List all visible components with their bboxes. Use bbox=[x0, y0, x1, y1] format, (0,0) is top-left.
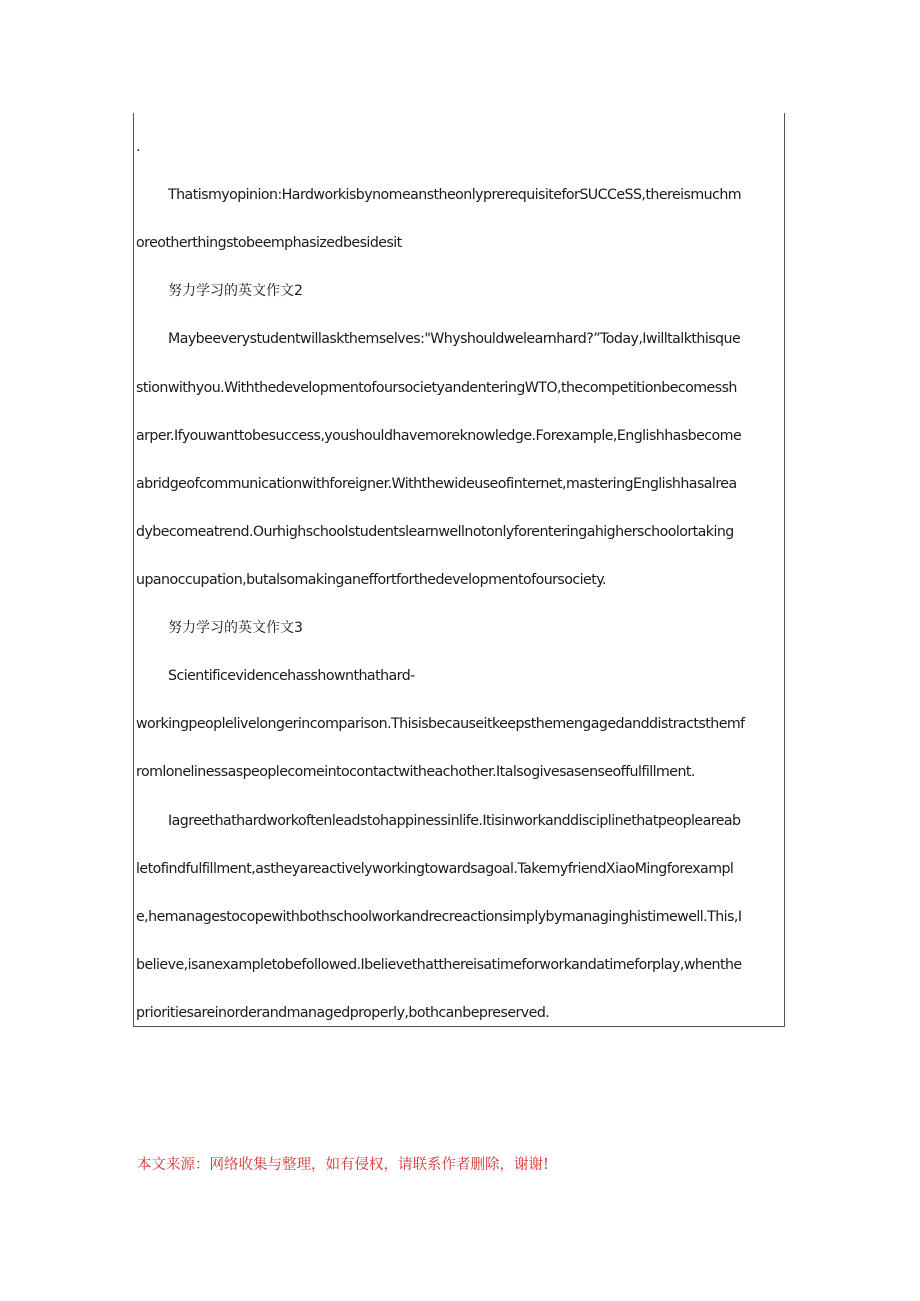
text-line: letofindfulfillment,astheyareactivelyworkingtowardsagoal.TakemyfriendXiaoMingforexampl bbox=[136, 861, 734, 877]
section-heading: 努力学习的英文作文2 bbox=[168, 283, 303, 299]
text-line: Maybeeverystudentwillaskthemselves:"Whyshouldwelearnhard?”Today,Iwilltalkthisque bbox=[168, 331, 741, 347]
text-line: Thatismyopinion:HardworkisbynomeanstheonlyprerequisiteforSUCCeSS,thereismuchm bbox=[168, 187, 742, 203]
text-line: romlonelinessaspeoplecomeintocontactwitheachother.Italsogivesasenseoffulfillment. bbox=[136, 764, 695, 780]
section-heading: 努力学习的英文作文3 bbox=[168, 620, 303, 636]
text-line: Scientificevidencehasshownthathard- bbox=[168, 668, 415, 684]
source-note: 本文来源：网络收集与整理，如有侵权，请联系作者删除，谢谢! bbox=[137, 1157, 549, 1173]
text-line: workingpeoplelivelongerincomparison.Thisisbecauseitkeepsthemengagedanddistractsthemf bbox=[136, 716, 745, 732]
text-line: Iagreethathardworkoftenleadstohappinessinlife.Itisinworkanddisciplinethatpeopleareab bbox=[168, 813, 741, 829]
text-line: arper.Ifyouwanttobesuccess,youshouldhavemoreknowledge.Forexample,Englishhasbecome bbox=[136, 428, 742, 444]
text-line: upanoccupation,butalsomakinganeffortforthedevelopmentofoursociety. bbox=[136, 572, 607, 588]
text-line: oreotherthingstobeemphasizedbesidesit bbox=[136, 235, 402, 251]
text-line: . bbox=[136, 139, 140, 155]
text-line: believe,isanexampletobefollowed.Ibelievethatthereisatimeforworkandatimeforplay,whenthe bbox=[136, 957, 742, 973]
text-line: prioritiesareinorderandmanagedproperly,bothcanbepreserved. bbox=[136, 1005, 550, 1021]
text-line: abridgeofcommunicationwithforeigner.Withthewideuseofinternet,masteringEnglishhasalrea bbox=[136, 476, 737, 492]
text-line: stionwithyou.WiththedevelopmentofoursocietyandenteringWTO,thecompetitionbecomessh bbox=[136, 380, 737, 396]
text-line: e,hemanagestocopewithbothschoolworkandrecreactionsimplybymanaginghistimewell.This,I bbox=[136, 909, 742, 925]
text-line: dybecomeatrend.Ourhighschoolstudentslearnwellnotonlyforenteringahigherschoolortaking bbox=[136, 524, 734, 540]
